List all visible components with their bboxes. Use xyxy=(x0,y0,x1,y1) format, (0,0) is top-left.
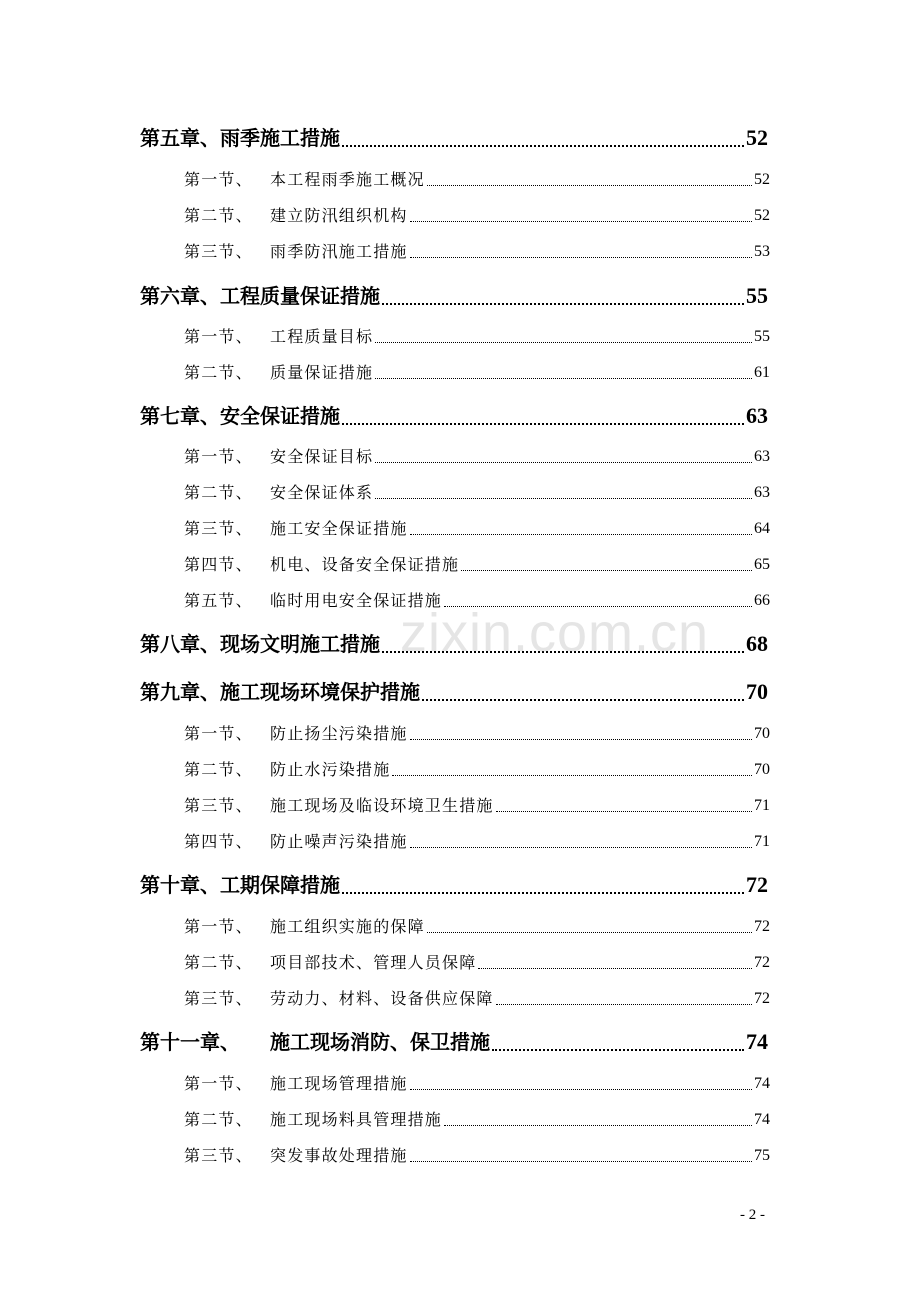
section-page-number: 71 xyxy=(754,797,770,814)
dot-leader xyxy=(410,846,752,848)
section-page-number: 70 xyxy=(754,761,770,778)
section-number: 第一节、 xyxy=(184,447,253,466)
dot-leader xyxy=(375,461,752,463)
chapter-page-number: 70 xyxy=(746,679,768,704)
toc-section-row[interactable] xyxy=(184,166,770,190)
chapter-title: 安全保证措施 xyxy=(220,404,340,428)
section-number: 第一节、 xyxy=(184,917,253,936)
section-page-number: 72 xyxy=(754,918,770,935)
dot-leader xyxy=(410,1088,752,1090)
chapter-number: 第八章、 xyxy=(140,632,220,656)
section-page-number: 63 xyxy=(754,448,770,465)
section-title: 突发事故处理措施 xyxy=(270,1146,408,1165)
chapter-page-number: 74 xyxy=(746,1029,768,1054)
section-title: 施工安全保证措施 xyxy=(270,519,408,538)
chapter-page-number: 72 xyxy=(746,872,768,897)
section-title: 安全保证目标 xyxy=(270,447,374,466)
section-number: 第五节、 xyxy=(184,591,253,610)
toc-section-row[interactable] xyxy=(184,720,770,744)
dot-leader xyxy=(444,1124,752,1126)
section-page-number: 71 xyxy=(754,833,770,850)
dot-leader xyxy=(342,144,744,147)
chapter-page-number: 63 xyxy=(746,403,768,428)
toc-chapter-row[interactable] xyxy=(140,122,768,150)
section-page-number: 65 xyxy=(754,556,770,573)
section-number: 第三节、 xyxy=(184,989,253,1008)
chapter-title: 现场文明施工措施 xyxy=(220,632,380,656)
section-number: 第一节、 xyxy=(184,1074,253,1093)
toc-section-row[interactable] xyxy=(184,1142,770,1166)
section-number: 第一节、 xyxy=(184,170,253,189)
section-number: 第三节、 xyxy=(184,242,253,261)
chapter-title: 工程质量保证措施 xyxy=(220,284,380,308)
dot-leader xyxy=(410,256,752,258)
toc-section-row[interactable] xyxy=(184,985,770,1009)
section-number: 第一节、 xyxy=(184,327,253,346)
section-title: 雨季防汛施工措施 xyxy=(270,242,408,261)
section-title: 临时用电安全保证措施 xyxy=(270,591,443,610)
toc-section-row[interactable] xyxy=(184,551,770,575)
toc-section-row[interactable] xyxy=(184,949,770,973)
toc-section-row[interactable] xyxy=(184,359,770,383)
chapter-title: 工期保障措施 xyxy=(220,873,340,897)
section-page-number: 55 xyxy=(754,328,770,345)
dot-leader xyxy=(410,738,752,740)
chapter-number: 第十一章、 xyxy=(140,1030,240,1054)
section-title: 工程质量目标 xyxy=(270,327,374,346)
section-title: 施工现场料具管理措施 xyxy=(270,1110,443,1129)
dot-leader xyxy=(427,184,752,186)
section-number: 第三节、 xyxy=(184,796,253,815)
toc-section-row[interactable] xyxy=(184,828,770,852)
toc-section-row[interactable] xyxy=(184,913,770,937)
section-title: 项目部技术、管理人员保障 xyxy=(270,953,477,972)
section-title: 机电、设备安全保证措施 xyxy=(270,555,460,574)
chapter-title: 雨季施工措施 xyxy=(220,126,340,150)
chapter-title: 施工现场消防、保卫措施 xyxy=(270,1030,490,1054)
toc-chapter-row[interactable] xyxy=(140,280,768,308)
section-page-number: 70 xyxy=(754,725,770,742)
chapter-number: 第九章、 xyxy=(140,680,220,704)
dot-leader xyxy=(342,891,744,894)
dot-leader xyxy=(410,1160,752,1162)
toc-chapter-row[interactable] xyxy=(140,400,768,428)
chapter-number: 第十章、 xyxy=(140,873,220,897)
section-number: 第四节、 xyxy=(184,555,253,574)
dot-leader xyxy=(427,931,752,933)
section-title: 质量保证措施 xyxy=(270,363,374,382)
toc-section-row[interactable] xyxy=(184,515,770,539)
dot-leader xyxy=(375,377,752,379)
toc-chapter-row[interactable] xyxy=(140,1026,768,1054)
chapter-number: 第六章、 xyxy=(140,284,220,308)
chapter-number: 第五章、 xyxy=(140,126,220,150)
section-page-number: 63 xyxy=(754,484,770,501)
toc-section-row[interactable] xyxy=(184,1106,770,1130)
chapter-page-number: 55 xyxy=(746,283,768,308)
section-page-number: 64 xyxy=(754,520,770,537)
dot-leader xyxy=(410,220,752,222)
section-page-number: 61 xyxy=(754,364,770,381)
section-title: 本工程雨季施工概况 xyxy=(270,170,425,189)
dot-leader xyxy=(492,1048,744,1051)
toc-section-row[interactable] xyxy=(184,792,770,816)
section-title: 防止水污染措施 xyxy=(270,760,391,779)
toc-chapter-row[interactable] xyxy=(140,676,768,704)
section-title: 防止噪声污染措施 xyxy=(270,832,408,851)
section-title: 防止扬尘污染措施 xyxy=(270,724,408,743)
section-page-number: 53 xyxy=(754,243,770,260)
section-title: 施工现场及临设环境卫生措施 xyxy=(270,796,494,815)
section-title: 劳动力、材料、设备供应保障 xyxy=(270,989,494,1008)
dot-leader xyxy=(478,967,752,969)
section-number: 第二节、 xyxy=(184,1110,253,1129)
section-page-number: 74 xyxy=(754,1111,770,1128)
toc-section-row[interactable] xyxy=(184,479,770,503)
dot-leader xyxy=(342,422,744,425)
dot-leader xyxy=(375,497,752,499)
section-number: 第二节、 xyxy=(184,483,253,502)
section-title: 建立防汛组织机构 xyxy=(270,206,408,225)
section-page-number: 75 xyxy=(754,1147,770,1164)
section-number: 第二节、 xyxy=(184,760,253,779)
dot-leader xyxy=(375,341,752,343)
section-number: 第一节、 xyxy=(184,724,253,743)
toc-section-row[interactable] xyxy=(184,443,770,467)
section-page-number: 66 xyxy=(754,592,770,609)
watermark: zixin.com.cn xyxy=(400,603,710,663)
section-title: 施工现场管理措施 xyxy=(270,1074,408,1093)
dot-leader xyxy=(496,810,752,812)
section-page-number: 52 xyxy=(754,171,770,188)
toc-section-row[interactable] xyxy=(184,1070,770,1094)
toc-section-row[interactable] xyxy=(184,202,770,226)
section-number: 第二节、 xyxy=(184,206,253,225)
section-page-number: 72 xyxy=(754,990,770,1007)
section-number: 第四节、 xyxy=(184,832,253,851)
dot-leader xyxy=(410,533,752,535)
dot-leader xyxy=(496,1003,752,1005)
section-number: 第二节、 xyxy=(184,363,253,382)
section-title: 安全保证体系 xyxy=(270,483,374,502)
toc-section-row[interactable] xyxy=(184,323,770,347)
section-page-number: 72 xyxy=(754,954,770,971)
chapter-title: 施工现场环境保护措施 xyxy=(220,680,420,704)
dot-leader xyxy=(422,698,744,701)
dot-leader xyxy=(392,774,752,776)
chapter-number: 第七章、 xyxy=(140,404,220,428)
section-page-number: 74 xyxy=(754,1075,770,1092)
chapter-page-number: 68 xyxy=(746,631,768,656)
section-page-number: 52 xyxy=(754,207,770,224)
toc-chapter-row[interactable] xyxy=(140,869,768,897)
dot-leader xyxy=(461,569,752,571)
section-number: 第三节、 xyxy=(184,1146,253,1165)
toc-section-row[interactable] xyxy=(184,238,770,262)
dot-leader xyxy=(382,302,744,305)
section-title: 施工组织实施的保障 xyxy=(270,917,425,936)
section-number: 第三节、 xyxy=(184,519,253,538)
toc-section-row[interactable] xyxy=(184,756,770,780)
page-footer-number: - 2 - xyxy=(740,1207,765,1223)
section-number: 第二节、 xyxy=(184,953,253,972)
chapter-page-number: 52 xyxy=(746,125,768,150)
